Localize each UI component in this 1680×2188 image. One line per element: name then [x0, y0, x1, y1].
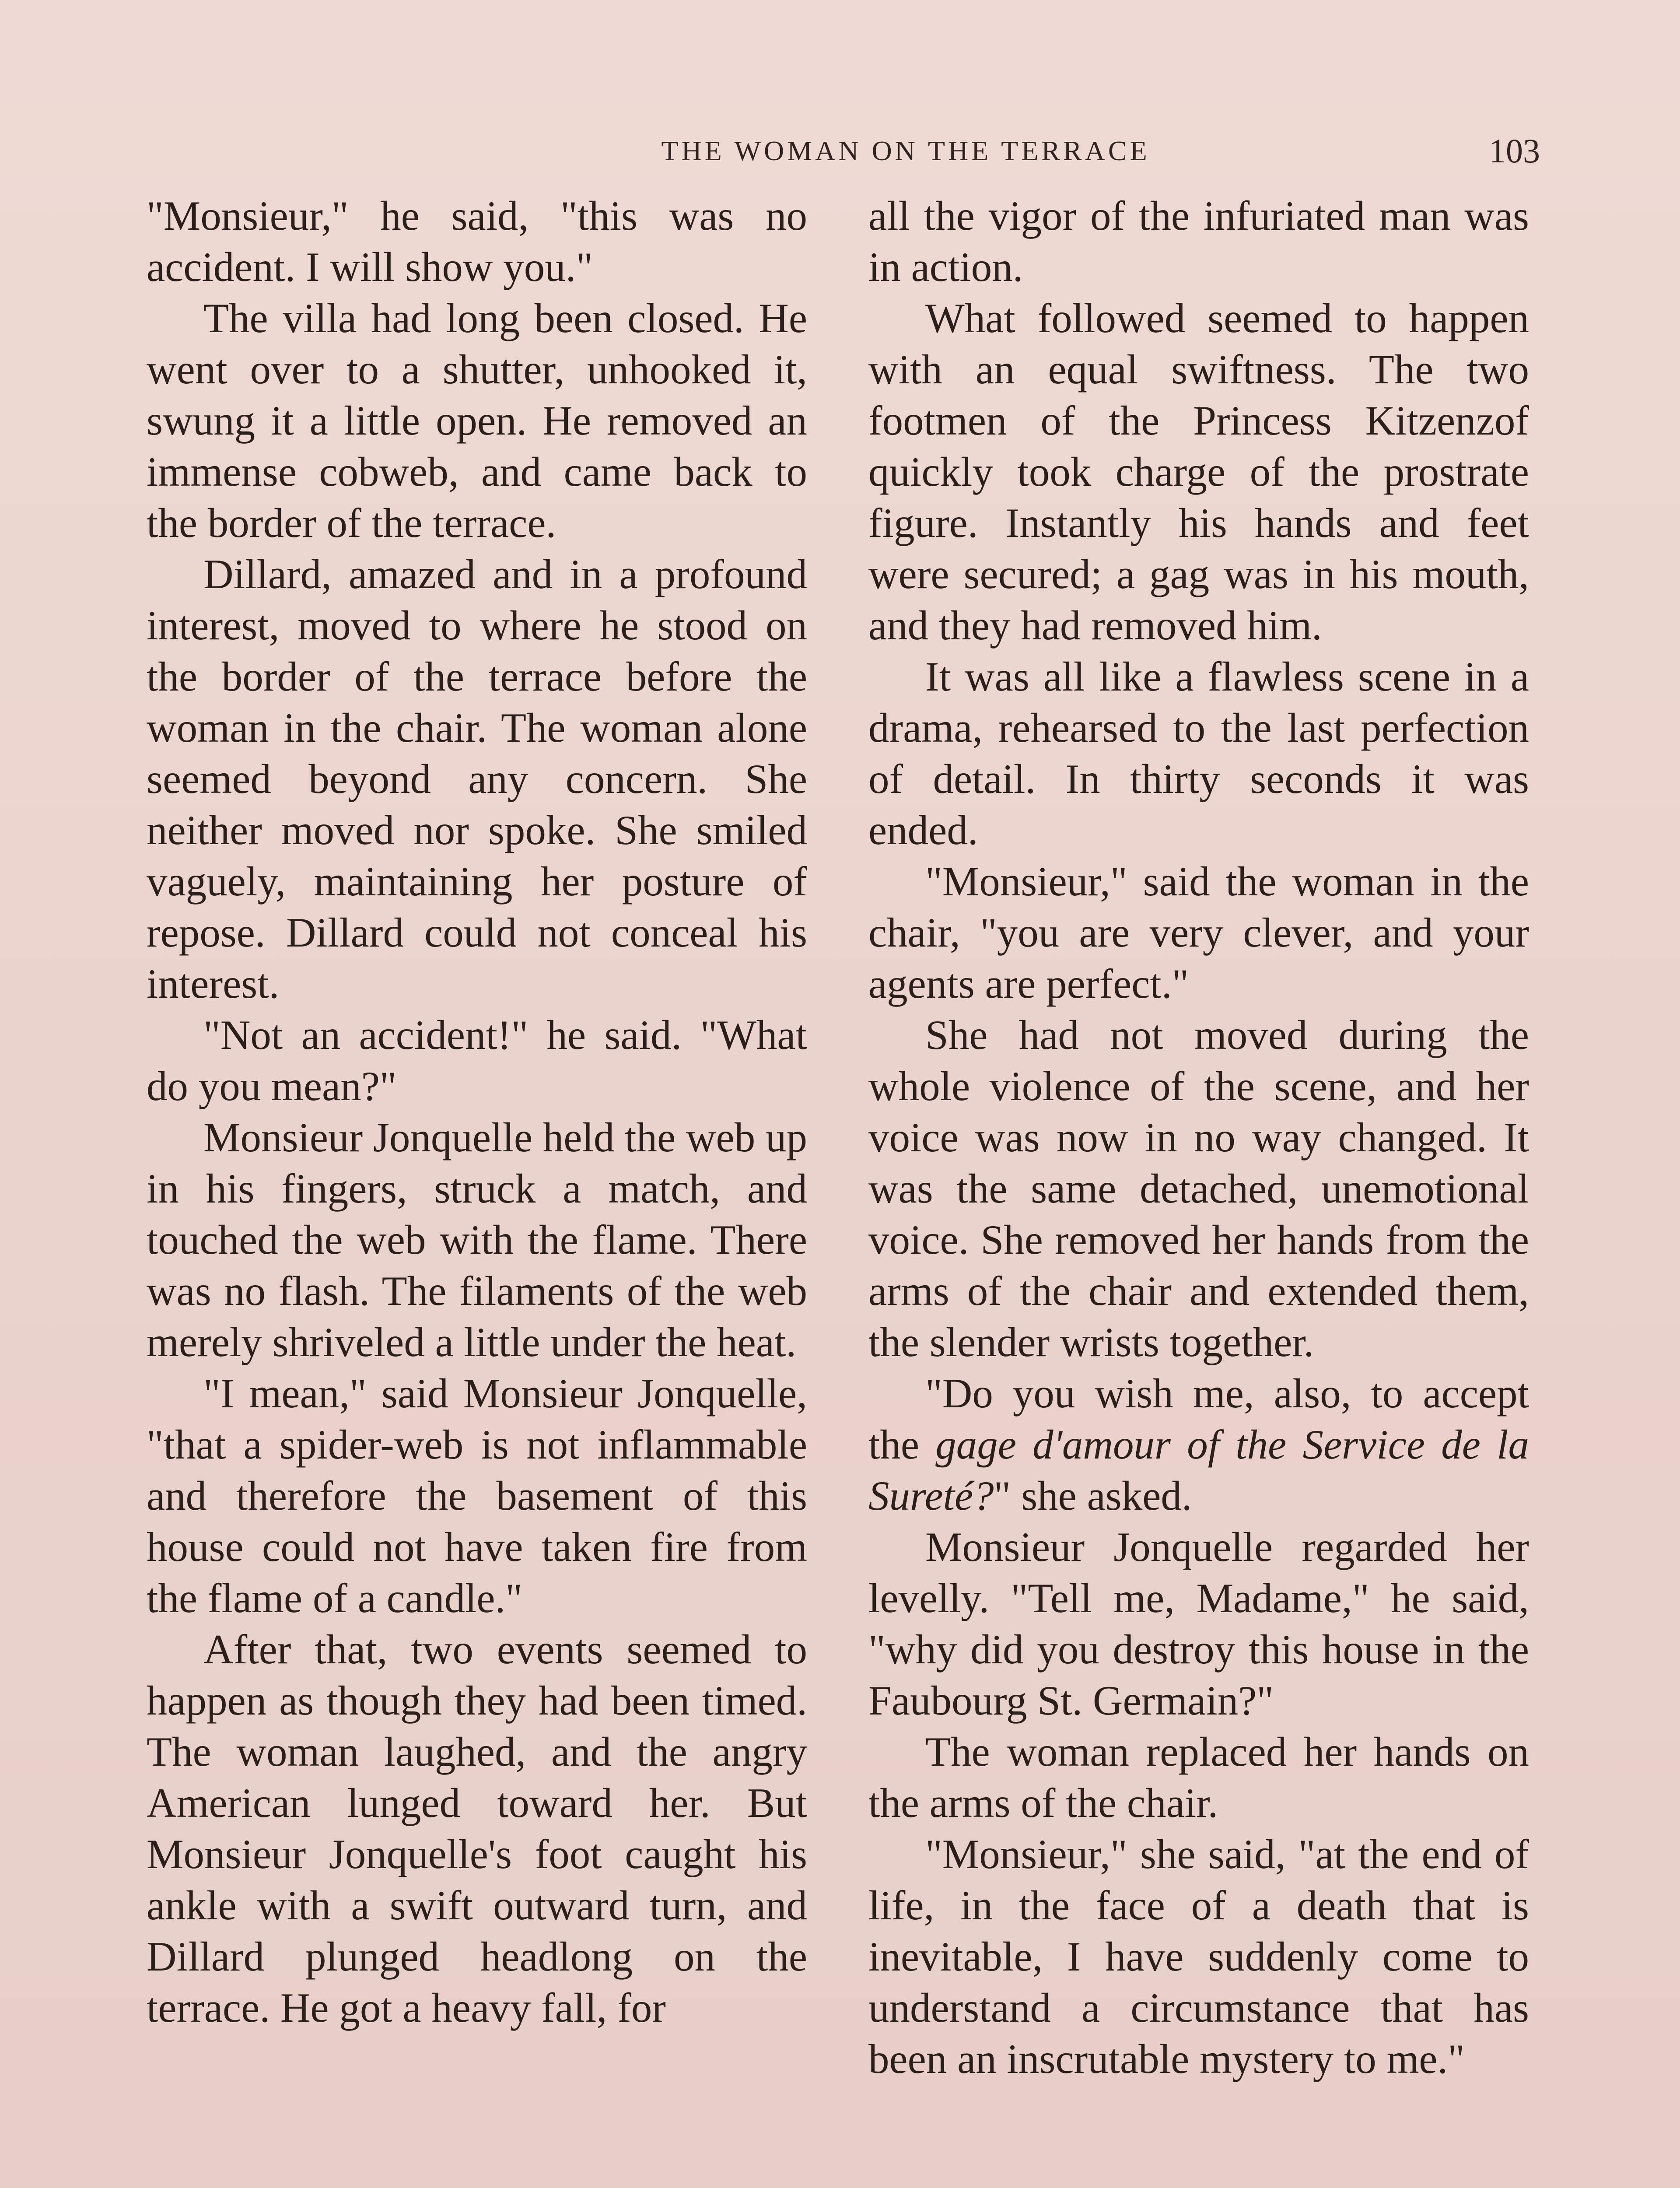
running-title: THE WOMAN ON THE TERRACE	[661, 135, 1150, 166]
page-number: 103	[1489, 132, 1540, 170]
paragraph: Monsieur Jonquelle regarded her levelly. "Tell me, Madame," he said, "why did you destroy this house in the Faubourg St. Germain?"	[868, 1524, 1529, 1724]
paragraph	[868, 1368, 1529, 1522]
paragraph: all the vigor of the infuriated man was in action.	[868, 193, 1529, 290]
running-head	[140, 127, 1540, 175]
paragraph: "Monsieur," she said, "at the end of life, in the face of a death that is inevitable, I have suddenly come to understand a circumstance that has been an inscrutable mystery to me."	[868, 1831, 1529, 2082]
paragraph: The villa had long been closed. He went over to a shutter, unhooked it, swung it a little open. He removed an immense cobweb, and came back to the border of the terrace.	[147, 295, 807, 546]
paragraph: It was all like a flawless scene in a drama, rehearsed to the last perfection of detail. In thirty seconds it was ended.	[868, 653, 1529, 853]
paragraph: Monsieur Jonquelle held the web up in his fingers, struck a match, and touched the web with the flame. There was no flash. The filaments of the web merely shriveled a little under the heat.	[147, 1114, 807, 1365]
right-column	[868, 190, 1529, 2085]
paragraph: What followed seemed to happen with an equal swiftness. The two footmen of the Princess Kitzenzof quickly took charge of the prostrate figure. Instantly his hands and feet were secured; a gag was in his mouth, and they had removed him.	[868, 295, 1529, 649]
paragraph: "I mean," said Monsieur Jonquelle, "that a spider-web is not inflammable and therefore the basement of this house could not have taken fire from the flame of a candle."	[147, 1370, 807, 1621]
paragraph: Dillard, amazed and in a profound interest, moved to where he stood on the border of the terrace before the woman in the chair. The woman alone seemed beyond any concern. She neither moved nor spoke. She smiled vaguely, maintaining her posture of repose. Dillard could not conceal his interest.	[147, 551, 807, 1007]
paragraph: She had not moved during the whole violence of the scene, and her voice was now in no way changed. It was the same detached, unemotional voice. She removed her hands from the arms of the chair and extended them, the slender wrists together.	[868, 1012, 1529, 1365]
paragraph: "Monsieur," said the woman in the chair, "you are very clever, and your agents are perfect."	[868, 858, 1529, 1007]
paragraph: The woman replaced her hands on the arms of the chair.	[868, 1729, 1529, 1826]
left-column	[147, 190, 807, 2034]
paragraph: After that, two events seemed to happen as though they had been timed. The woman laughed, and the angry American lunged toward her. But Monsieur Jonquelle's foot caught his ankle with a swift outward turn, and Dillard plunged headlong on the terrace. He got a heavy fall, for	[147, 1626, 807, 2031]
paragraph: "Not an accident!" he said. "What do you mean?"	[147, 1012, 807, 1109]
paragraph: "Monsieur," he said, "this was no accident. I will show you."	[147, 193, 807, 290]
italic-phrase: gage d'amour of the Service de la Sureté?	[868, 1421, 1529, 1519]
text-run: " she asked.	[994, 1473, 1192, 1519]
text-run: "Do you wish me, also, to accept the	[868, 1370, 1529, 1468]
